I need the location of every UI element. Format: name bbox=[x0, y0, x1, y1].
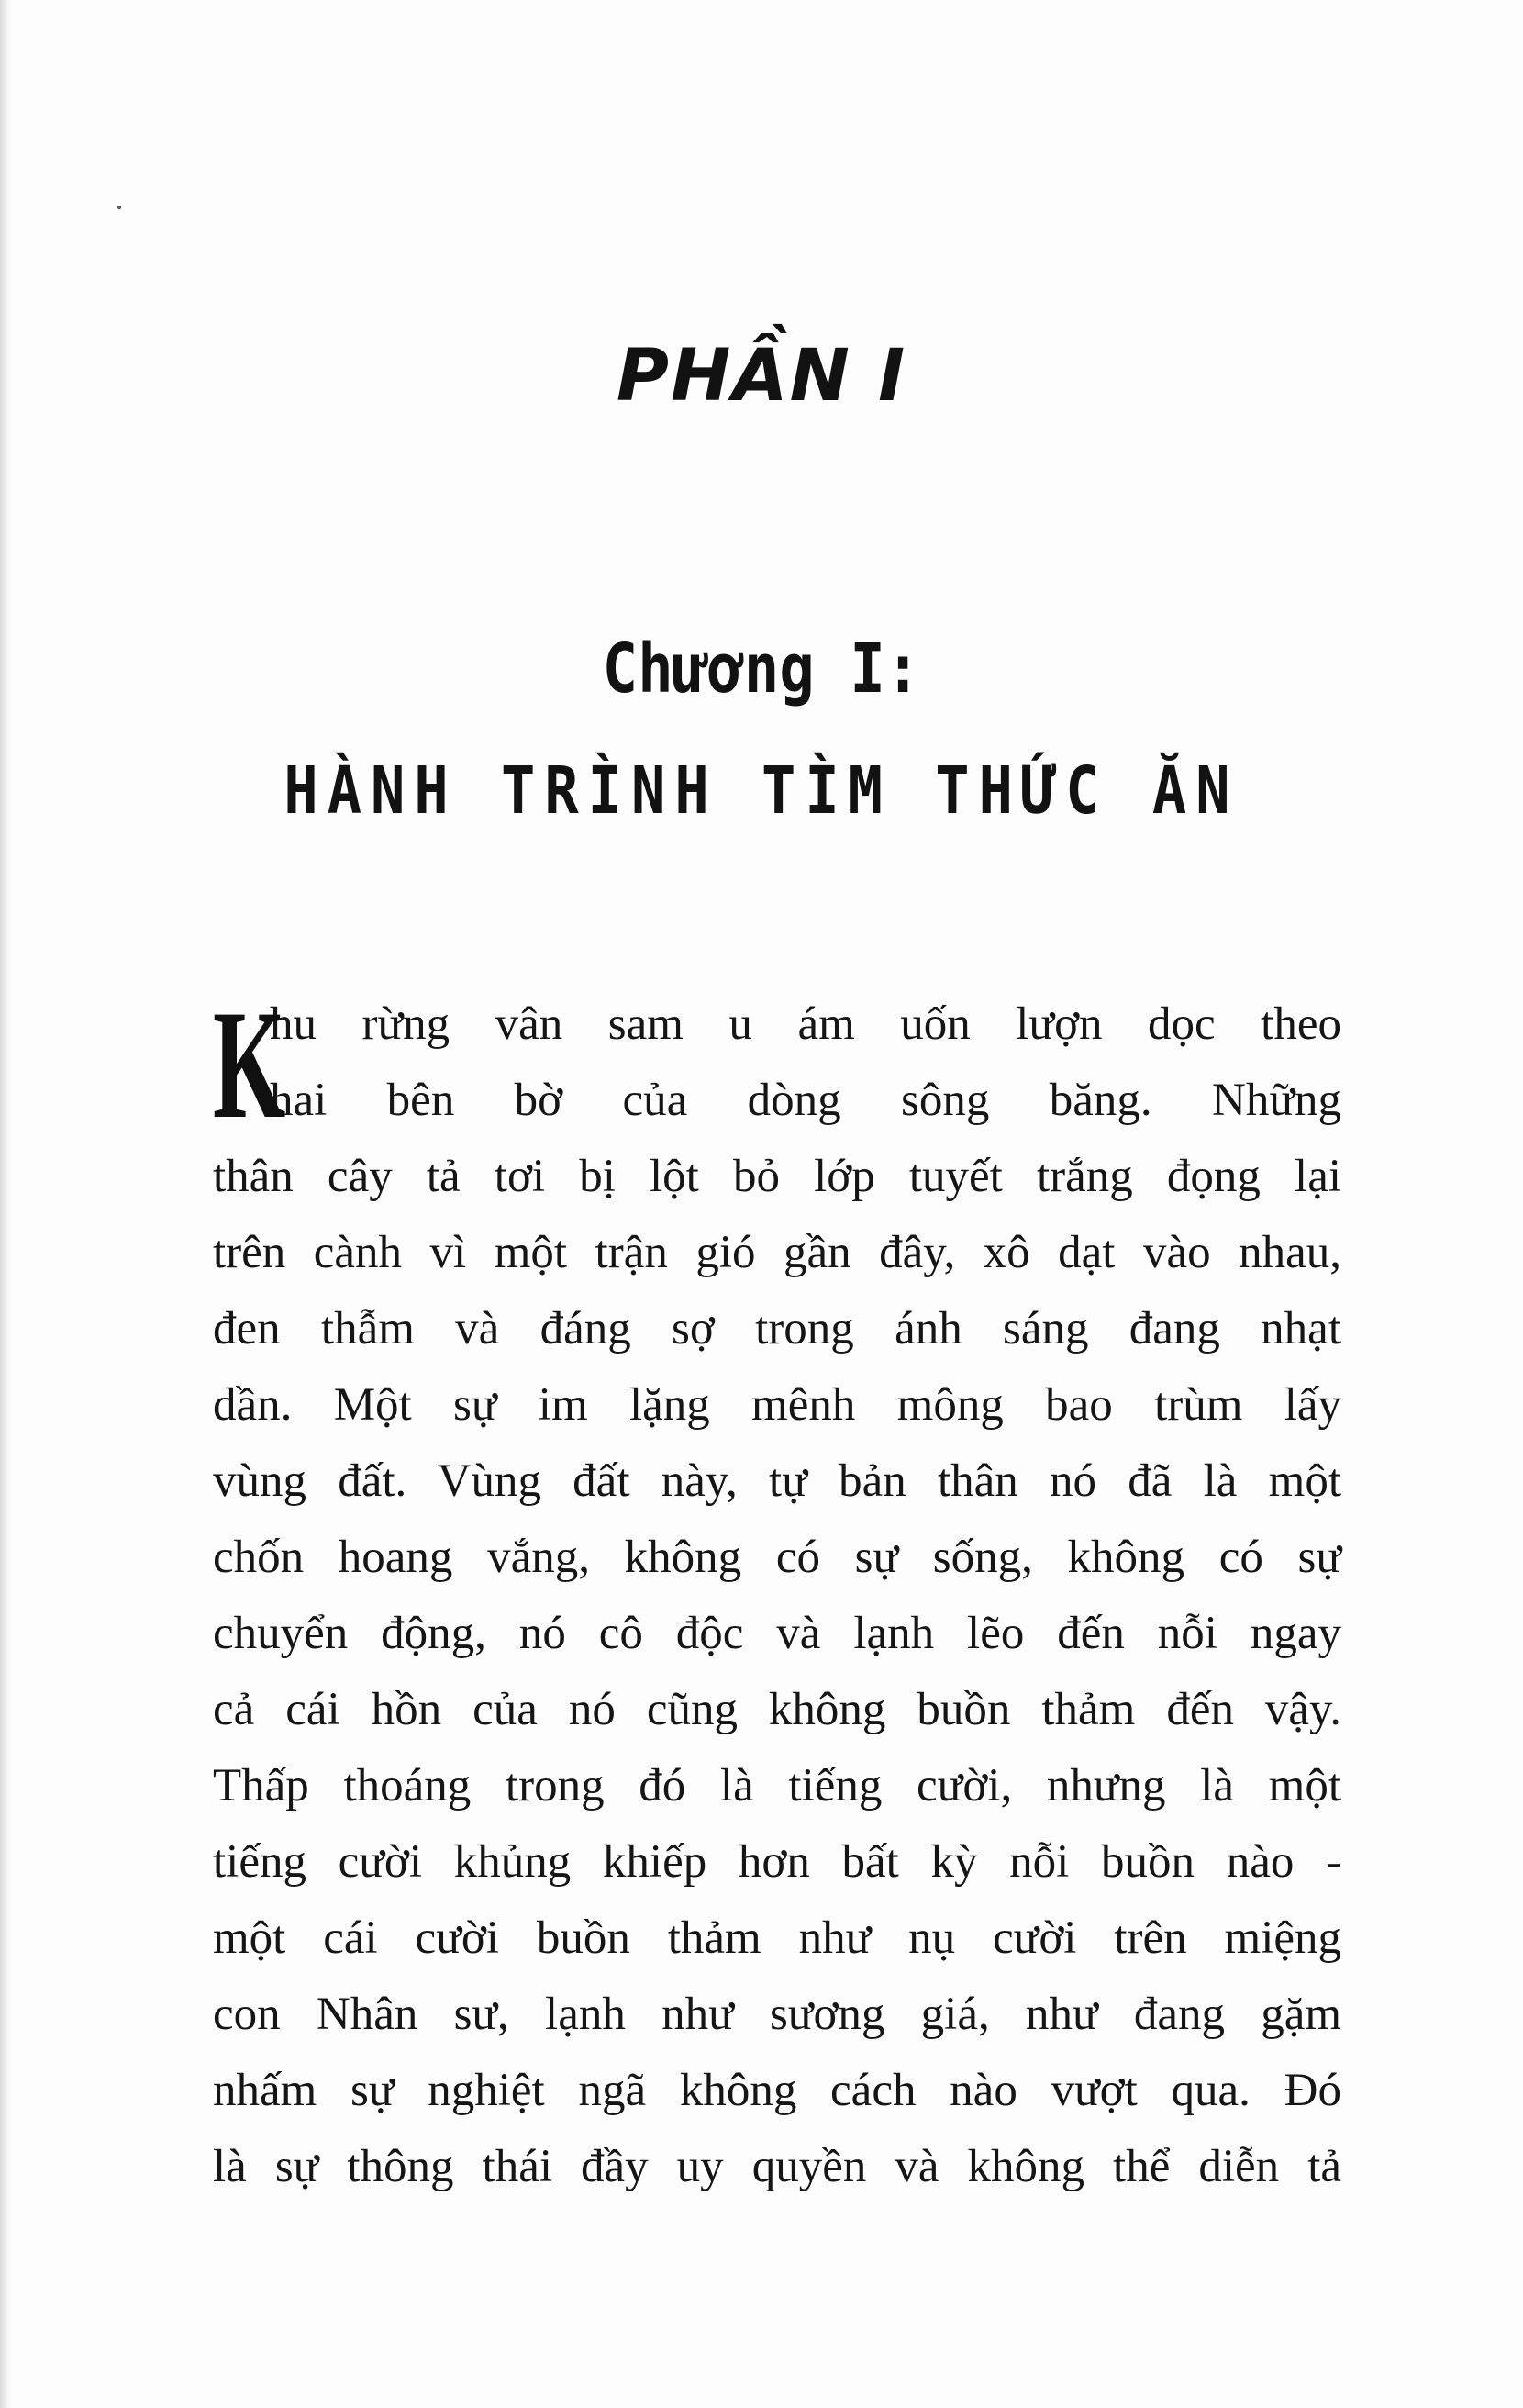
text-line: dần. Một sự im lặng mênh mông bao trùm lấy bbox=[213, 1379, 1341, 1431]
text-line: tiếng cười khủng khiếp hơn bất kỳ nỗi buồn nào - bbox=[213, 1836, 1341, 1888]
chapter-label: Chương I: bbox=[602, 630, 921, 709]
drop-cap: K bbox=[213, 978, 286, 1151]
chapter-title: HÀNH TRÌNH TÌM THỨC ĂN bbox=[283, 752, 1240, 830]
text-line: hai bên bờ của dòng sông băng. Những bbox=[270, 1075, 1341, 1126]
text-line: hu rừng vân sam u ám uốn lượn dọc theo bbox=[270, 998, 1341, 1050]
part-title: PHẦN I bbox=[616, 335, 907, 418]
text-line: thân cây tả tơi bị lột bỏ lớp tuyết trắng đọng lại bbox=[213, 1151, 1341, 1202]
text-line: Thấp thoáng trong đó là tiếng cười, nhưng là một bbox=[213, 1760, 1341, 1812]
text-line: vùng đất. Vùng đất này, tự bản thân nó đã là một bbox=[213, 1455, 1341, 1507]
text-line: chuyển động, nó cô độc và lạnh lẽo đến nỗi ngay bbox=[213, 1608, 1341, 1659]
body-paragraph bbox=[213, 978, 1341, 2205]
text-line: đen thẫm và đáng sợ trong ánh sáng đang nhạt bbox=[213, 1303, 1341, 1354]
text-line: một cái cười buồn thảm như nụ cười trên miệng bbox=[213, 1912, 1341, 1964]
text-line: chốn hoang vắng, không có sự sống, không có sự bbox=[213, 1532, 1341, 1583]
text-line: nhấm sự nghiệt ngã không cách nào vượt qua. Đó bbox=[213, 2065, 1341, 2116]
text-line: cả cái hồn của nó cũng không buồn thảm đến vậy. bbox=[213, 1684, 1341, 1735]
text-line: là sự thông thái đầy uy quyền và không thể diễn tả bbox=[213, 2141, 1341, 2192]
paper-speck bbox=[117, 206, 121, 209]
text-line: con Nhân sư, lạnh như sương giá, như đang gặm bbox=[213, 1989, 1341, 2040]
text-line: trên cành vì một trận gió gần đây, xô dạt vào nhau, bbox=[213, 1227, 1341, 1278]
